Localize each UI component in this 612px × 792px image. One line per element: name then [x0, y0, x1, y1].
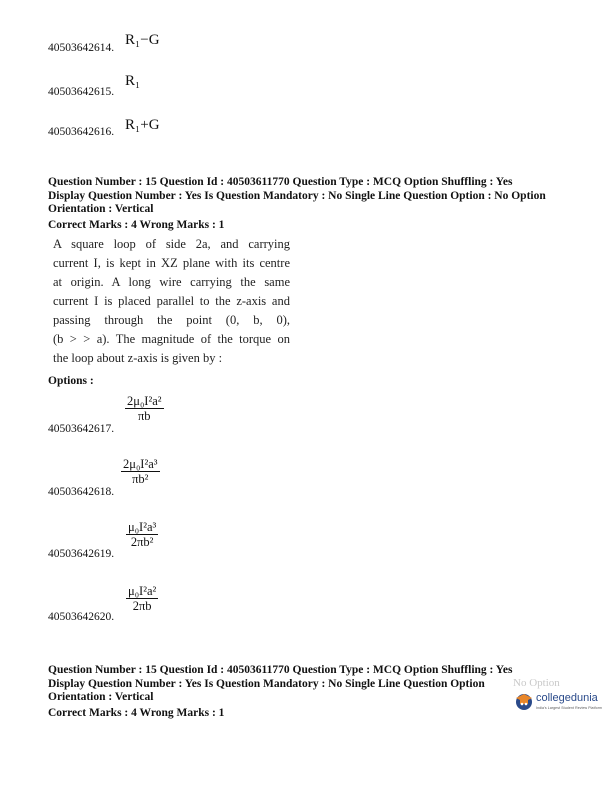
option-fraction — [125, 394, 164, 423]
graduate-cap-icon — [514, 691, 534, 711]
fraction-denominator: 2πb — [132, 599, 152, 613]
meta-line: Question Number : 15 Question Id : 40503611770 Question Type : MCQ Option Shuffling : Yes — [48, 664, 513, 676]
fraction-numerator: 2μ₀I²a² — [127, 394, 162, 408]
option-id: 40503642616. — [48, 126, 115, 138]
meta-line: Display Question Number : Yes Is Question Mandatory : No Single Line Question Option : No Option — [48, 189, 546, 202]
option-fraction — [126, 584, 158, 613]
fraction-numerator: 2μ₀I²a³ — [123, 457, 158, 471]
question-text-line: A square loop of side 2a, and carrying — [53, 237, 290, 251]
option-id: 40503642618. — [48, 486, 115, 498]
question-text-line: the loop about z-axis is given by : — [53, 351, 223, 365]
option-text: R₁+G — [125, 117, 160, 133]
options-label: Options : — [48, 375, 94, 387]
question-text-line: at origin. A long wire carrying the same — [53, 275, 290, 289]
marks-line: Correct Marks : 4 Wrong Marks : 1 — [48, 218, 225, 231]
question-text-line: current I is placed parallel to the z-axis and — [53, 294, 290, 308]
logo-name: collegedunia — [536, 692, 598, 704]
watermark-text: No Option — [513, 677, 560, 689]
option-text: R₁−G — [125, 32, 160, 48]
meta-line: Orientation : Vertical — [48, 203, 154, 215]
meta-line: Orientation : Vertical — [48, 691, 154, 703]
option-fraction — [121, 457, 160, 486]
option-id: 40503642620. — [48, 611, 115, 623]
option-id: 40503642617. — [48, 423, 115, 435]
option-id: 40503642615. — [48, 86, 115, 98]
logo-tagline: India's Largest Student Review Platform — [536, 706, 603, 710]
question-meta — [48, 176, 588, 232]
marks-line: Correct Marks : 4 Wrong Marks : 1 — [48, 706, 225, 719]
question-text-line: (b > > a). The magnitude of the torque on — [53, 332, 290, 346]
question-text-line: current I, is kept in XZ plane with its centre — [53, 256, 290, 270]
meta-line: Display Question Number : Yes Is Question Mandatory : No Single Line Question Option — [48, 677, 485, 690]
question-text — [53, 235, 290, 368]
question-text-line: passing through the point (0, b, 0), — [53, 313, 290, 327]
option-id: 40503642614. — [48, 42, 115, 54]
fraction-denominator: πb — [137, 409, 151, 423]
fraction-denominator: πb² — [132, 472, 149, 486]
fraction-numerator: μ₀I²a³ — [128, 520, 157, 534]
fraction-numerator: μ₀I²a² — [128, 584, 157, 598]
collegedunia-logo — [514, 689, 606, 717]
next-question-meta — [48, 664, 518, 720]
meta-line: Question Number : 15 Question Id : 40503611770 Question Type : MCQ Option Shuffling : Yes — [48, 176, 513, 188]
option-fraction — [126, 520, 158, 549]
option-id: 40503642619. — [48, 548, 115, 560]
option-text: R₁ — [125, 73, 141, 89]
fraction-denominator: 2πb² — [130, 535, 154, 549]
